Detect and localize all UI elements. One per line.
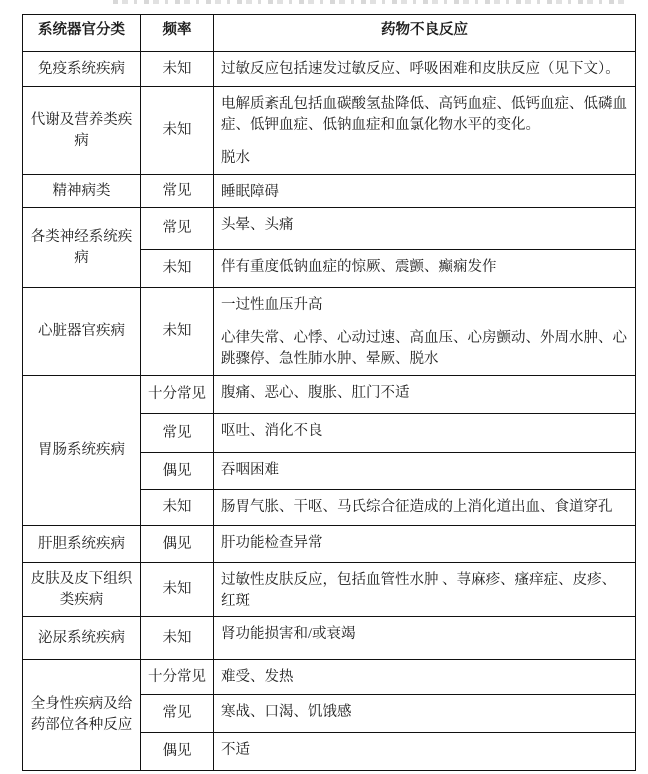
table-row — [23, 376, 636, 414]
table-row — [23, 617, 636, 660]
frequency-cell: 十分常见 — [141, 376, 214, 414]
frequency-cell: 常见 — [141, 414, 214, 453]
reaction-paragraph: 睡眠障碍 — [221, 184, 279, 200]
frequency-cell: 未知 — [141, 288, 214, 376]
table-row — [23, 87, 636, 175]
frequency-cell: 十分常见 — [141, 660, 214, 695]
reaction-cell — [214, 376, 636, 414]
frequency-cell: 常见 — [141, 695, 214, 733]
organ-cell: 免疫系统疾病 — [23, 52, 141, 87]
table-header-row — [23, 15, 636, 52]
table-row — [23, 526, 636, 563]
reaction-paragraph: 一过性血压升高 — [221, 297, 323, 313]
frequency-cell: 常见 — [141, 175, 214, 208]
table-row — [23, 52, 636, 87]
reaction-cell — [214, 733, 636, 771]
reaction-cell — [214, 660, 636, 695]
frequency-cell: 未知 — [141, 52, 214, 87]
organ-cell: 全身性疾病及给药部位各种反应 — [23, 660, 141, 771]
frequency-cell: 偶见 — [141, 453, 214, 490]
reaction-paragraph: 过敏性皮肤反应，包括血管性水肿 、荨麻疹、瘙痒症、皮疹、红斑 — [221, 572, 617, 609]
organ-cell: 泌尿系统疾病 — [23, 617, 141, 660]
reaction-paragraph: 过敏反应包括速发过敏反应、呼吸困难和皮肤反应（见下文）。 — [221, 61, 620, 77]
reaction-paragraph: 难受、发热 — [221, 669, 294, 685]
frequency-cell: 未知 — [141, 87, 214, 175]
table-body — [23, 52, 636, 771]
organ-cell: 心脏器官疾病 — [23, 288, 141, 376]
reaction-cell — [214, 250, 636, 288]
reaction-cell — [214, 288, 636, 376]
reaction-cell — [214, 617, 636, 660]
reaction-paragraph: 吞咽困难 — [221, 462, 279, 478]
table-row — [23, 563, 636, 617]
table-row — [23, 175, 636, 208]
organ-cell: 各类神经系统疾病 — [23, 208, 141, 288]
reaction-cell — [214, 695, 636, 733]
reaction-paragraph: 肝功能检查异常 — [221, 535, 323, 551]
organ-cell: 肝胆系统疾病 — [23, 526, 141, 563]
frequency-cell: 未知 — [141, 617, 214, 660]
reaction-cell — [214, 208, 636, 250]
frequency-cell: 偶见 — [141, 526, 214, 563]
reaction-paragraph: 寒战、口渴、饥饿感 — [221, 704, 352, 720]
organ-cell: 皮肤及皮下组织类疾病 — [23, 563, 141, 617]
reaction-paragraph: 伴有重度低钠血症的惊厥、震颤、癫痫发作 — [221, 259, 497, 275]
reaction-paragraph: 心律失常、心悸、心动过速、高血压、心房颤动、外周水肿、心跳骤停、急性肺水肿、晕厥、脱水 — [221, 330, 627, 367]
cutoff-text-artifact — [113, 0, 630, 4]
reaction-paragraph: 腹痛、恶心、腹胀、肛门不适 — [221, 385, 410, 401]
frequency-cell: 未知 — [141, 250, 214, 288]
reaction-cell — [214, 453, 636, 490]
col-header-adverse-reaction: 药物不良反应 — [214, 15, 636, 52]
table-row — [23, 288, 636, 376]
frequency-cell: 偶见 — [141, 733, 214, 771]
organ-cell: 代谢及营养类疾病 — [23, 87, 141, 175]
organ-cell: 胃肠系统疾病 — [23, 376, 141, 526]
reaction-cell — [214, 175, 636, 208]
organ-cell: 精神病类 — [23, 175, 141, 208]
frequency-cell: 未知 — [141, 490, 214, 526]
table-header — [23, 15, 636, 52]
table-row — [23, 660, 636, 695]
reaction-paragraph: 肾功能损害和/或衰竭 — [221, 626, 356, 642]
col-header-frequency: 频率 — [141, 15, 214, 52]
reaction-paragraph: 脱水 — [221, 150, 250, 166]
reaction-cell — [214, 490, 636, 526]
reaction-cell — [214, 52, 636, 87]
table-row — [23, 208, 636, 250]
col-header-organ-class: 系统器官分类 — [23, 15, 141, 52]
reaction-paragraph: 不适 — [221, 742, 250, 758]
reaction-cell — [214, 526, 636, 563]
reaction-paragraph: 肠胃气胀、干呕、马氏综合征造成的上消化道出血、食道穿孔 — [221, 499, 613, 515]
frequency-cell: 常见 — [141, 208, 214, 250]
reaction-cell — [214, 87, 636, 175]
reaction-paragraph: 头晕、头痛 — [221, 217, 294, 233]
reaction-paragraph: 呕吐、消化不良 — [221, 423, 323, 439]
reaction-paragraph: 电解质紊乱包括血碳酸氢盐降低、高钙血症、低钙血症、低磷血症、低钾血症、低钠血症和血氯化物水平的变化。 — [221, 96, 627, 133]
reaction-cell — [214, 563, 636, 617]
reaction-cell — [214, 414, 636, 453]
adverse-reactions-table — [22, 14, 636, 771]
frequency-cell: 未知 — [141, 563, 214, 617]
